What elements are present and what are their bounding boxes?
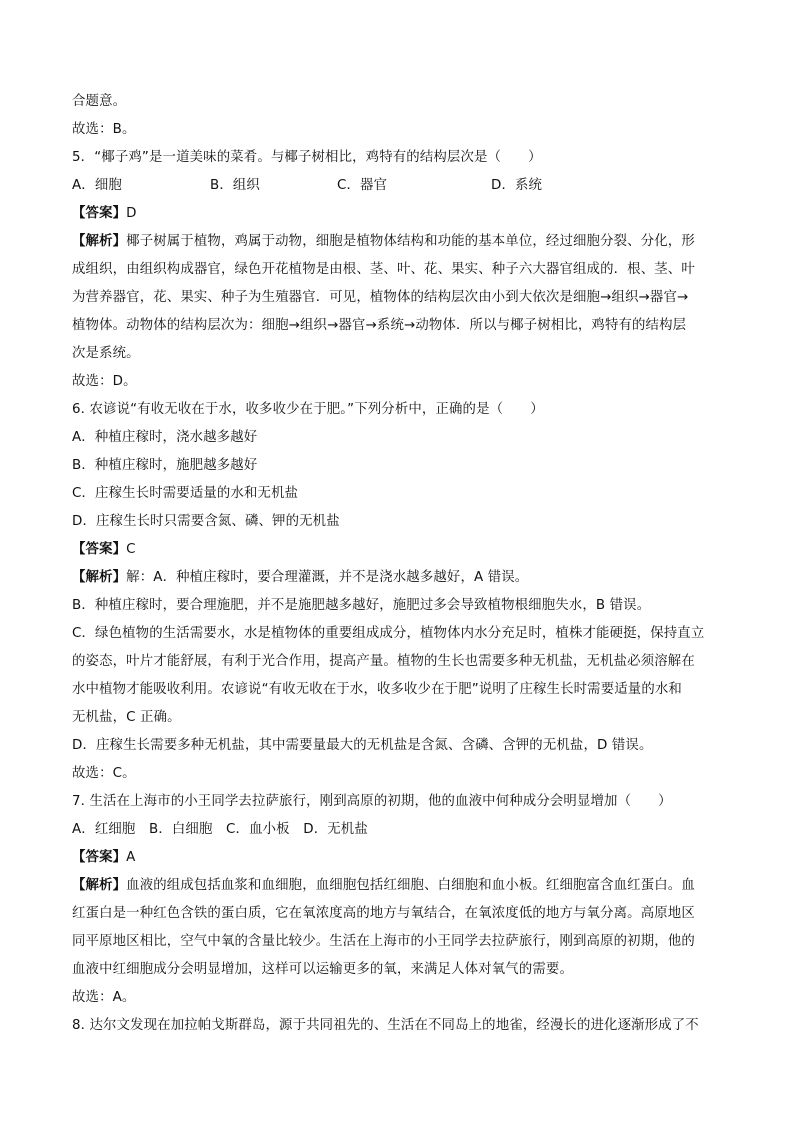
- explanation-6-line-7: D．庄稼生长需要多种无机盐，其中需要量最大的无机盐是含氮、含磷、含钾的无机盐，D 错误。: [72, 738, 653, 753]
- question-6: 6. 农谚说“有收无收在于水，收多收少在于肥。”下列分析中，正确的是（ ）: [72, 402, 544, 417]
- explanation-5-line-4: 植物体。动物体的结构层次为：细胞→组织→器官→系统→动物体．所以与椰子树相比，鸡特有的结构层: [72, 318, 687, 333]
- explanation-text: 解：A．种植庄稼时，要合理灌溉，并不是浇水越多越好，A 错误。: [126, 570, 529, 585]
- explanation-6-line-1: [72, 568, 732, 588]
- answer-tag: 【答案】: [72, 206, 127, 221]
- answer-5: [72, 204, 732, 224]
- explanation-tag: 【解析】: [72, 878, 127, 893]
- explanation-7-line-1: [72, 876, 732, 896]
- explanation-7-line-3: 同平原地区相比，空气中氧的含量比较少。生活在上海市的小王同学去拉萨旅行，刚到高原的初期，他的: [72, 934, 695, 949]
- explanation-text: 椰子树属于植物，鸡属于动物，细胞是植物体结构和功能的基本单位，经过细胞分裂、分化，形: [126, 234, 695, 249]
- explanation-6-line-3: C．绿色植物的生活需要水，水是植物体的重要组成成分，植物体内水分充足时，植株才能硬挺，保持直立: [72, 626, 705, 641]
- answer-tag: 【答案】: [72, 850, 127, 865]
- explanation-7-line-4: 血液中红细胞成分会明显增加，这样可以运输更多的氧，来满足人体对氧气的需要。: [72, 962, 574, 977]
- option-b: B．种植庄稼时，施肥越多越好: [72, 458, 258, 473]
- explanation-text: 血液的组成包括血浆和血细胞，血细胞包括红细胞、白细胞和血小板。红细胞富含血红蛋白。血: [126, 878, 695, 893]
- answer-value: A: [126, 850, 136, 865]
- answer-selection: 故选：C。: [72, 766, 136, 781]
- explanation-6-line-5: 水中植物才能吸收利用。农谚说“有收无收在于水，收多收少在于肥”说明了庄稼生长时需要适量的水和: [72, 682, 682, 697]
- option-c: C．庄稼生长时需要适量的水和无机盐: [72, 486, 299, 501]
- answer-7: [72, 848, 732, 868]
- option-d: D．系统: [491, 178, 543, 193]
- explanation-7-line-2: 红蛋白是一种红色含铁的蛋白质，它在氧浓度高的地方与氧结合，在氧浓度低的地方与氧分离。高原地区: [72, 906, 695, 921]
- text-line: 合题意。: [72, 94, 127, 109]
- question-7: 7. 生活在上海市的小王同学去拉萨旅行，刚到高原的初期，他的血液中何种成分会明显增加（ ）: [72, 794, 672, 809]
- question-5: 5．“椰子鸡”是一道美味的菜肴。与椰子树相比，鸡特有的结构层次是（ ）: [72, 150, 542, 165]
- explanation-tag: 【解析】: [72, 234, 127, 249]
- answer-6: [72, 540, 732, 560]
- question-5-options: [72, 176, 732, 196]
- explanation-6-line-6: 无机盐，C 正确。: [72, 710, 181, 725]
- answer-value: C: [126, 542, 136, 557]
- answer-selection: 故选：D。: [72, 374, 137, 389]
- explanation-6-line-4: 的姿态，叶片才能舒展，有利于光合作用，提高产量。植物的生长也需要多种无机盐，无机盐必须溶解在: [72, 654, 695, 669]
- answer-selection: 故选：A。: [72, 990, 136, 1005]
- explanation-5-line-1: [72, 232, 732, 252]
- option-b: B．组织: [210, 178, 260, 193]
- answer-selection: 故选：B。: [72, 122, 136, 137]
- explanation-5-line-5: 次是系统。: [72, 346, 140, 361]
- explanation-5-line-3: 为营养器官，花、果实、种子为生殖器官．可见，植物体的结构层次由小到大依次是细胞→组织→器官→: [72, 290, 689, 305]
- question-8: 8. 达尔文发现在加拉帕戈斯群岛，源于共同祖先的、生活在不同岛上的地雀，经漫长的进化逐渐形成了不: [72, 1018, 699, 1033]
- explanation-5-line-2: 成组织，由组织构成器官，绿色开花植物是由根、茎、叶、花、果实、种子六大器官组成的．根、茎、叶: [72, 262, 695, 277]
- explanation-6-line-2: B．种植庄稼时，要合理施肥，并不是施肥越多越好，施肥过多会导致植物根细胞失水，B 错误。: [72, 598, 651, 613]
- option-d: D．庄稼生长时只需要含氮、磷、钾的无机盐: [72, 514, 340, 529]
- answer-value: D: [126, 206, 137, 221]
- answer-tag: 【答案】: [72, 542, 127, 557]
- explanation-tag: 【解析】: [72, 570, 127, 585]
- option-a: A．细胞: [72, 178, 122, 193]
- option-a: A．种植庄稼时，浇水越多越好: [72, 430, 258, 445]
- option-c: C．器官: [337, 178, 388, 193]
- question-7-options: A．红细胞 B．白细胞 C．血小板 D．无机盐: [72, 822, 368, 837]
